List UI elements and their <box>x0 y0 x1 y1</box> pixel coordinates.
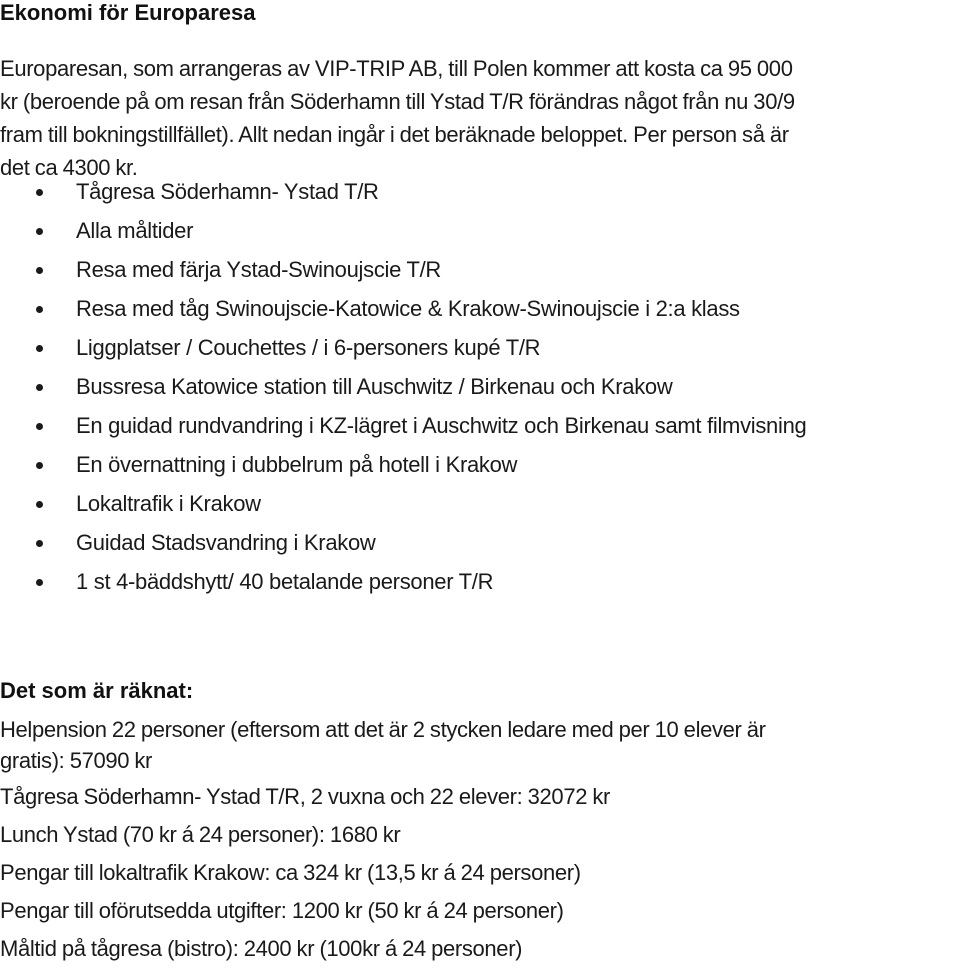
cost-line-train <box>0 779 960 817</box>
cost-line-local-traffic <box>0 855 960 893</box>
bullet-icon <box>36 384 43 391</box>
list-item <box>0 562 806 601</box>
costs-heading: Det som är räknat: <box>0 678 194 703</box>
bullet-icon <box>36 501 43 508</box>
bullet-icon <box>36 540 43 547</box>
cost-lines-list <box>0 714 960 969</box>
cost-line-text: Tågresa Söderhamn- Ystad T/R, 2 vuxna och 22 elever: 32072 kr <box>0 784 610 809</box>
list-item-text: En övernattning i dubbelrum på hotell i Krakow <box>76 452 518 477</box>
list-item <box>0 289 806 328</box>
list-item <box>0 250 806 289</box>
cost-line-lunch <box>0 817 960 855</box>
bullet-icon <box>36 306 43 313</box>
cost-line-train-meals <box>0 931 960 969</box>
cost-line-text: Pengar till oförutsedda utgifter: 1200 kr (50 kr á 24 personer) <box>0 898 564 923</box>
list-item <box>0 211 806 250</box>
list-item-text: Tågresa Söderhamn- Ystad T/R <box>76 179 379 204</box>
list-item-text: Bussresa Katowice station till Auschwitz / Birkenau och Krakow <box>76 374 673 399</box>
list-item <box>0 445 806 484</box>
bullet-icon <box>36 423 43 430</box>
list-item-text: 1 st 4-bäddshytt/ 40 betalande personer T/R <box>76 569 494 594</box>
list-item-text: Guidad Stadsvandring i Krakow <box>76 530 376 555</box>
cost-line-unforeseen <box>0 893 960 931</box>
list-item-text: Resa med färja Ystad-Swinoujscie T/R <box>76 257 441 282</box>
list-item <box>0 523 806 562</box>
cost-line-text: Pengar till lokaltrafik Krakow: ca 324 kr (13,5 kr á 24 personer) <box>0 860 581 885</box>
document-title: Ekonomi för Europaresa <box>0 0 256 25</box>
list-item-text: En guidad rundvandring i KZ-lägret i Auschwitz och Birkenau samt filmvisning <box>76 413 807 438</box>
list-item-text: Resa med tåg Swinoujscie-Katowice & Krakow-Swinoujscie i 2:a klass <box>76 296 740 321</box>
bullet-icon <box>36 579 43 586</box>
list-item-text: Alla måltider <box>76 218 194 243</box>
bullet-icon <box>36 267 43 274</box>
cost-line-text: Helpension 22 personer (eftersom att det är 2 stycken ledare med per 10 elever är <box>0 717 766 742</box>
list-item-text: Liggplatser / Couchettes / i 6-personers kupé T/R <box>76 335 541 360</box>
intro-line: Europaresan, som arrangeras av VIP-TRIP AB, till Polen kommer att kosta ca 95 000 <box>0 56 793 81</box>
bullet-icon <box>36 228 43 235</box>
cost-line-text: gratis): 57090 kr <box>0 748 153 773</box>
cost-line-text: Måltid på tågresa (bistro): 2400 kr (100kr á 24 personer) <box>0 936 523 961</box>
included-items-list <box>0 172 806 601</box>
list-item <box>0 328 806 367</box>
cost-line-helpension <box>0 714 960 779</box>
intro-line: fram till bokningstillfället). Allt nedan ingår i det beräknade beloppet. Per person så är <box>0 122 789 147</box>
list-item <box>0 367 806 406</box>
list-item-text: Lokaltrafik i Krakow <box>76 491 261 516</box>
bullet-icon <box>36 462 43 469</box>
cost-line-text: Lunch Ystad (70 kr á 24 personer): 1680 kr <box>0 822 401 847</box>
list-item <box>0 172 806 211</box>
list-item <box>0 406 806 445</box>
intro-line: det ca 4300 kr. <box>0 155 138 180</box>
bullet-icon <box>36 189 43 196</box>
intro-line: kr (beroende på om resan från Söderhamn till Ystad T/R förändras något från nu 30/9 <box>0 89 795 114</box>
intro-paragraph <box>0 52 960 184</box>
list-item <box>0 484 806 523</box>
bullet-icon <box>36 345 43 352</box>
